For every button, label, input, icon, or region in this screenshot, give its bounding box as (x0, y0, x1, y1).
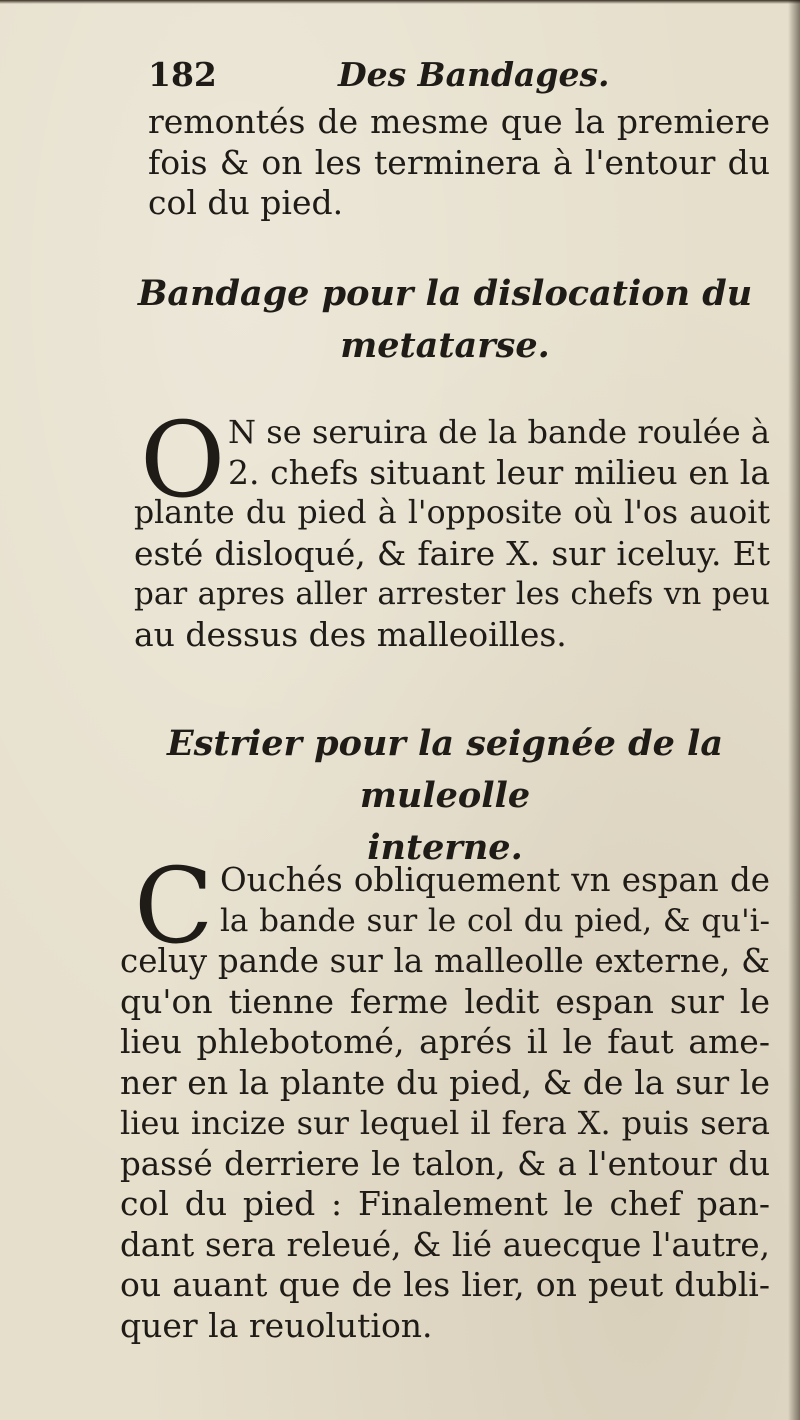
heading-line: interne. (367, 827, 523, 868)
text-line: esté disloqué, & faire X. sur iceluy. Et (134, 533, 770, 573)
text-line: par apres aller arrester les chefs vn peu (134, 576, 770, 612)
text-line: col du pied. (148, 183, 344, 222)
text-line: ner en la plante du pied, & de la sur le (120, 1062, 770, 1102)
text-line: dant sera releué, & lié auecque l'autre, (120, 1225, 770, 1264)
page-header (148, 50, 768, 100)
heading-line: Bandage pour la dislocation du (137, 273, 753, 314)
text-line: qu'on tienne ferme ledit espan sur le (120, 981, 770, 1021)
text-line: celuy pande sur la malleolle externe, & (120, 942, 770, 980)
drop-cap-o: O (140, 399, 226, 521)
text-line: fois & on les terminera à l'entour du (148, 142, 770, 182)
heading-line: metatarse. (340, 325, 550, 366)
section-heading-dislocation (120, 268, 770, 372)
page-right-edge-shadow (788, 0, 800, 1420)
text-line: passé derriere le talon, & a l'entour du (120, 1144, 770, 1183)
page-top-edge-shadow (0, 0, 800, 4)
text-line: plante du pied à l'opposite où l'os auoit (134, 495, 770, 531)
running-head: Des Bandages. (338, 55, 610, 94)
page-number: 182 (148, 55, 217, 94)
text-line: N se seruira de la bande roulée à (228, 413, 770, 451)
text-line: lieu incize sur lequel il fera X. puis sera (120, 1104, 770, 1142)
text-line: la bande sur le col du pied, & qu'i- (220, 902, 770, 939)
paragraph-dislocation (120, 399, 770, 655)
text-line: col du pied : Finalement le chef pan- (120, 1184, 770, 1223)
text-line: quer la reuolution. (120, 1305, 433, 1345)
text-line: 2. chefs situant leur milieu en la (228, 452, 770, 492)
text-line: au dessus des malleoilles. (134, 614, 567, 654)
text-line: remontés de mesme que la premiere (148, 102, 770, 141)
text-line: ou auant que de les lier, on peut dubli- (120, 1265, 770, 1304)
drop-cap-c: C (134, 845, 214, 967)
continuation-paragraph (120, 102, 770, 224)
text-line: Ouchés obliquement vn espan de (220, 861, 770, 899)
text-line: lieu phlebotomé, aprés il le faut ame- (120, 1022, 770, 1061)
section-heading-estrier (120, 718, 770, 874)
heading-line: Estrier pour la seignée de la muleolle (166, 723, 724, 816)
